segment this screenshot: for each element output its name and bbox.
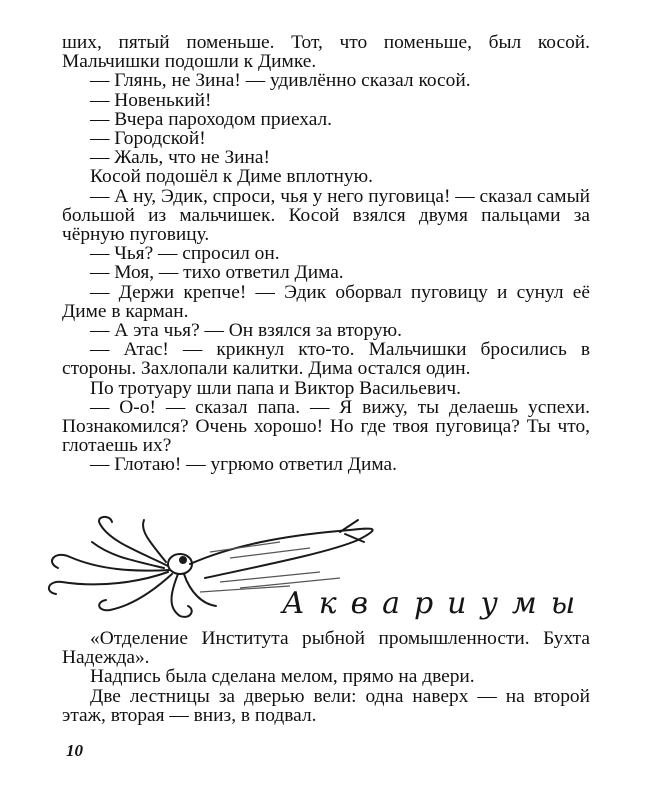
- paragraph: Две лестницы за дверью вели: одна наверх — на второй этаж, вторая — вниз, в подвал.: [62, 685, 590, 726]
- chapter-text: [62, 629, 590, 725]
- paragraph: Надпись была сделана мелом, прямо на двери.: [90, 666, 475, 688]
- paragraph: — Атас! — крикнул кто-то. Мальчишки бросились в стороны. Захлопали калитки. Дима остался один.: [62, 339, 590, 380]
- paragraph: — Вчера пароходом приехал.: [90, 108, 333, 130]
- paragraph: — Моя, — тихо ответил Дима.: [90, 262, 344, 284]
- paragraph: — Держи крепче! — Эдик оборвал пуговицу и сунул её Диме в карман.: [62, 281, 590, 322]
- paragraph: — Городской!: [90, 128, 206, 150]
- paragraph: — Чья? — спросил он.: [90, 243, 280, 265]
- story-text: [62, 33, 590, 475]
- paragraph: Косой подошёл к Диме вплотную.: [90, 166, 373, 188]
- paragraph: ших, пятый поменьше. Тот, что поменьше, был косой. Мальчишки подошли к Димке.: [62, 32, 590, 73]
- paragraph: — А ну, Эдик, спроси, чья у него пуговица! — сказал самый большой из мальчишек. Косой взялся двумя пальцами за чёрную пуговицу.: [62, 185, 590, 246]
- page-number: 10: [66, 741, 83, 760]
- paragraph: — Глянь, не Зина! — удивлённо сказал косой.: [90, 70, 471, 92]
- paragraph: — А эта чья? — Он взялся за вторую.: [90, 320, 402, 342]
- paragraph: — Жаль, что не Зина!: [90, 147, 270, 169]
- chapter-title: Аквариумы: [282, 586, 590, 621]
- paragraph: «Отделение Института рыбной промышленности. Бухта Надежда».: [62, 628, 590, 669]
- paragraph: — Новенький!: [90, 89, 212, 111]
- paragraph: — О-о! — сказал папа. — Я вижу, ты делаешь успехи. Познакомился? Очень хорошо! Но где твоя пуговица? Ты что, глотаешь их?: [62, 396, 590, 457]
- paragraph: — Глотаю! — угрюмо ответил Дима.: [90, 454, 397, 476]
- paragraph: По тротуару шли папа и Виктор Васильевич.: [90, 377, 461, 399]
